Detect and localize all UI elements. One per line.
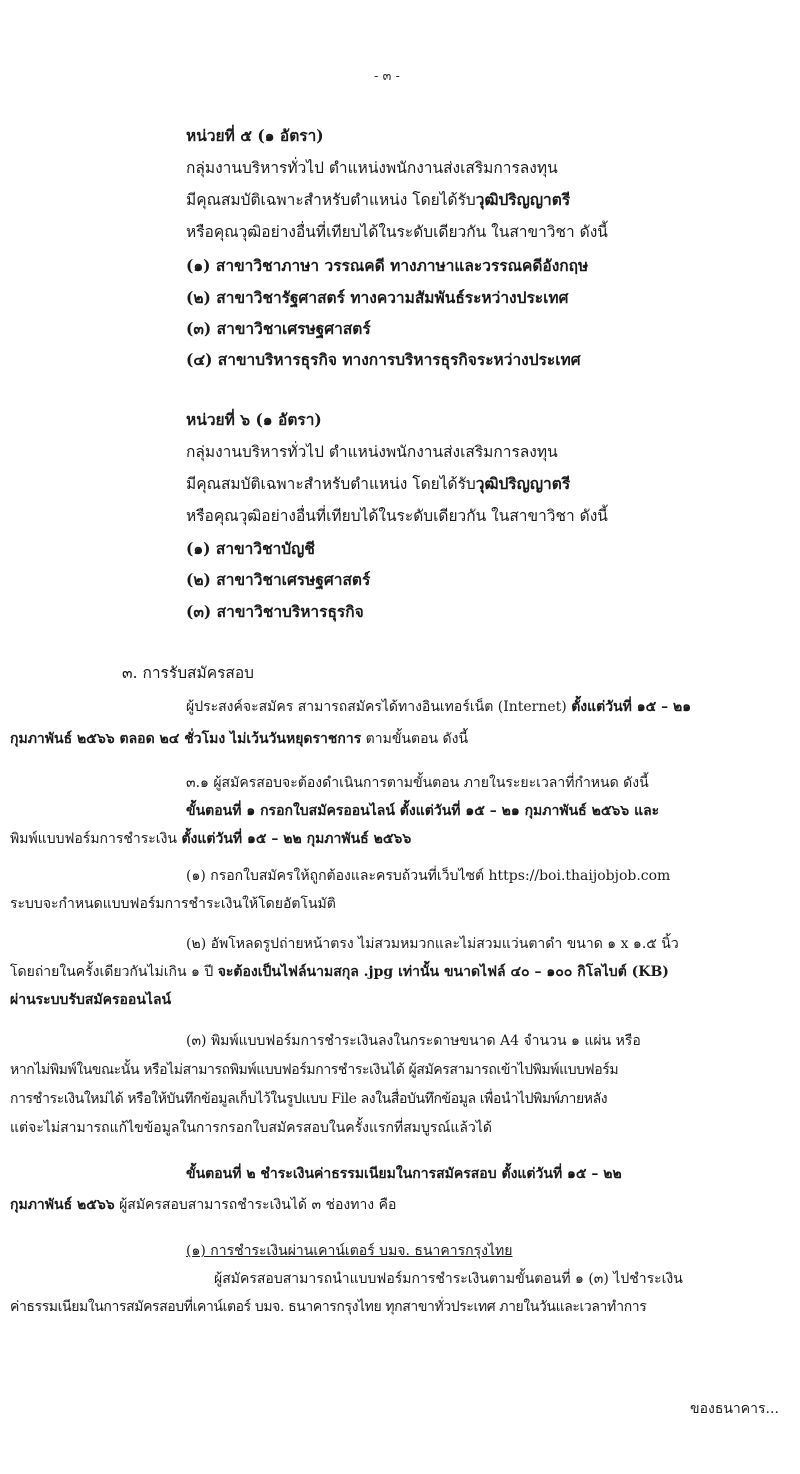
payment1-line1: ผู้สมัครสอบสามารถนำแบบฟอร์มการชำระเงินตามขั้นตอนที่ ๑ (๓) ไปชำระเงิน [214, 1271, 683, 1287]
item3-line3: การชำระเงินใหม่ได้ หรือให้บันทึกข้อมูลเก็บไว้ในรูปแบบ File ลงในสื่อบันทึกข้อมูล เพื่อนำไปพิมพ์ภายหลัง [10, 1091, 608, 1107]
unit6-major-1: (๑) สาขาวิชาบัญชี [186, 539, 315, 558]
step1-print-dates: ตั้งแต่วันที่ ๑๕ – ๒๒ กุมภาพันธ์ ๒๕๖๖ [181, 831, 412, 847]
step2-line1: ขั้นตอนที่ ๒ ชำระเงินค่าธรรมเนียมในการสมัครสอบ ตั้งแต่วันที่ ๑๕ – ๒๒ [186, 1166, 622, 1182]
unit6-major-2: (๒) สาขาวิชาเศรษฐศาสตร์ [186, 570, 371, 589]
intro-period: กุมภาพันธ์ ๒๕๖๖ ตลอด ๒๔ ชั่วโมง ไม่เว้นวันหยุดราชการ [10, 731, 362, 747]
item3-line1: (๓) พิมพ์แบบฟอร์มการชำระเงินลงในกระดาษขนาด A4 จำนวน ๑ แผ่น หรือ [186, 1033, 641, 1049]
intro-suffix: ตามขั้นตอน ดังนี้ [361, 731, 469, 747]
item2-line1: (๒) อัพโหลดรูปถ่ายหน้าตรง ไม่สวมหมวกและไม่สวมแว่นตาดำ ขนาด ๑ x ๑.๕ นิ้ว [186, 936, 679, 952]
unit5-qual-text: มีคุณสมบัติเฉพาะสำหรับตำแหน่ง โดยได้รับ [186, 191, 476, 209]
unit6-equivalent-line: หรือคุณวุฒิอย่างอื่นที่เทียบได้ในระดับเดียวกัน ในสาขาวิชา ดังนี้ [186, 507, 608, 525]
unit5-major-4: (๔) สาขาบริหารธุรกิจ ทางการบริหารธุรกิจระหว่างประเทศ [186, 350, 581, 369]
item1-line1: (๑) กรอกใบสมัครให้ถูกต้องและครบถ้วนที่เว็บไซต์ https://boi.thaijobjob.com [186, 868, 671, 884]
item3-line4: แต่จะไม่สามารถแก้ไขข้อมูลในการกรอกใบสมัครสอบในครั้งแรกที่สมบูรณ์แล้วได้ [10, 1120, 493, 1136]
payment1-line2: ค่าธรรมเนียมในการสมัครสอบที่เคาน์เตอร์ บมจ. ธนาคารกรุงไทย ทุกสาขาทั่วประเทศ ภายในวันและเวลาทำการ [10, 1299, 647, 1315]
unit6-qualification-line [186, 473, 570, 495]
step2-month: กุมภาพันธ์ ๒๕๖๖ [10, 1197, 115, 1213]
unit5-equivalent-line: หรือคุณวุฒิอย่างอื่นที่เทียบได้ในระดับเดียวกัน ในสาขาวิชา ดังนี้ [186, 223, 608, 241]
section3-intro-line1 [186, 696, 691, 718]
unit5-major-2: (๒) สาขาวิชารัฐศาสตร์ ทางความสัมพันธ์ระหว่างประเทศ [186, 288, 569, 307]
payment1-heading: (๑) การชำระเงินผ่านเคาน์เตอร์ บมจ. ธนาคารกรุงไทย [186, 1243, 513, 1259]
section3-intro-line2 [10, 728, 468, 750]
unit5-group-line: กลุ่มงานบริหารทั่วไป ตำแหน่งพนักงานส่งเสริมการลงทุน [186, 159, 558, 177]
unit5-major-3: (๓) สาขาวิชาเศรษฐศาสตร์ [186, 319, 371, 338]
item1-line2: ระบบจะกำหนดแบบฟอร์มการชำระเงินให้โดยอัตโนมัติ [10, 896, 336, 912]
unit6-degree: วุฒิปริญญาตรี [475, 474, 571, 493]
step2-channels: ผู้สมัครสอบสามารถชำระเงินได้ ๓ ช่องทาง คือ [114, 1197, 397, 1213]
unit6-group-line: กลุ่มงานบริหารทั่วไป ตำแหน่งพนักงานส่งเสริมการลงทุน [186, 443, 558, 461]
step2-line2 [10, 1194, 396, 1216]
unit5-qualification-line [186, 189, 570, 211]
continuation-text: ของธนาคาร... [690, 1401, 779, 1417]
item2-line2 [10, 961, 669, 983]
unit6-major-3: (๓) สาขาวิชาบริหารธุรกิจ [186, 602, 364, 621]
unit6-qual-text: มีคุณสมบัติเฉพาะสำหรับตำแหน่ง โดยได้รับ [186, 475, 476, 493]
step1-line1: ขั้นตอนที่ ๑ กรอกใบสมัครออนไลน์ ตั้งแต่วันที่ ๑๕ – ๒๑ กุมภาพันธ์ ๒๕๖๖ และ [186, 803, 660, 819]
unit6-heading: หน่วยที่ ๖ (๑ อัตรา) [186, 410, 322, 429]
step1-line2 [10, 828, 411, 850]
intro-text: ผู้ประสงค์จะสมัคร สามารถสมัครได้ทางอินเทอร์เน็ต (Internet) [186, 699, 572, 715]
unit5-heading: หน่วยที่ ๕ (๑ อัตรา) [186, 126, 324, 145]
item3-line2: หากไม่พิมพ์ในขณะนั้น หรือไม่สามารถพิมพ์แบบฟอร์มการชำระเงินได้ ผู้สมัครสามารถเข้าไปพิมพ์แบบฟอร์ม [10, 1062, 619, 1078]
item2-line3: ผ่านระบบรับสมัครออนไลน์ [10, 992, 172, 1008]
item2-file-spec: จะต้องเป็นไฟล์นามสกุล .jpg เท่านั้น ขนาดไฟล์ ๔๐ – ๑๐๐ กิโลไบต์ (KB) [217, 964, 669, 980]
item2-photo-age: โดยถ่ายในครั้งเดียวกันไม่เกิน ๑ ปี [10, 964, 218, 980]
step1-print-text: พิมพ์แบบฟอร์มการชำระเงิน [10, 831, 182, 847]
unit5-degree: วุฒิปริญญาตรี [475, 190, 571, 209]
unit5-major-1: (๑) สาขาวิชาภาษา วรรณคดี ทางภาษาและวรรณคดีอังกฤษ [186, 256, 589, 275]
page-number: - ๓ - [374, 69, 400, 84]
intro-dates: ตั้งแต่วันที่ ๑๕ – ๒๑ [571, 699, 692, 715]
section3-heading: ๓. การรับสมัครสอบ [122, 664, 255, 682]
subsection-3-1: ๓.๑ ผู้สมัครสอบจะต้องดำเนินการตามขั้นตอน ภายในระยะเวลาที่กำหนด ดังนี้ [186, 775, 649, 791]
